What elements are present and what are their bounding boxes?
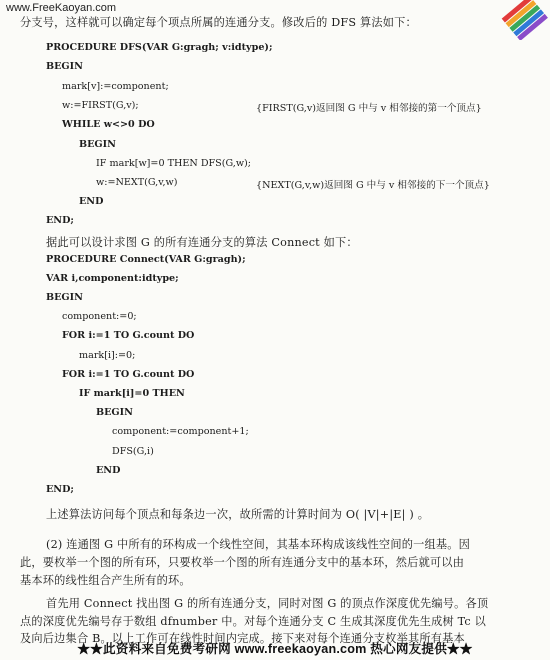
site-url[interactable]: www.FreeKaoyan.com bbox=[6, 2, 117, 14]
code-comment: {FIRST(G,v)返回图 G 中与 v 相邻接的第一个顶点} bbox=[256, 103, 482, 114]
code-line: DFS(G,i) bbox=[112, 446, 154, 457]
paragraph-line: 据此可以设计求图 G 的所有连通分支的算法 Connect 如下： bbox=[46, 236, 358, 249]
code-line: END bbox=[96, 465, 121, 476]
paragraph-line: 分支号，这样就可以确定每个项点所属的连通分支。修改后的 DFS 算法如下： bbox=[20, 16, 417, 29]
paragraph-line: 上述算法访问每个顶点和每条边一次，故所需的计算时间为 O( |V|+|E| ) 。 bbox=[46, 508, 430, 521]
paragraph-line: 此，要枚举一个图的所有环，只要枚举一个图的所有连通分支中的基本环，然后就可以由 bbox=[20, 556, 465, 569]
code-line: BEGIN bbox=[46, 61, 83, 72]
code-line: END bbox=[79, 196, 104, 207]
code-line: w:=NEXT(G,v,w) bbox=[96, 177, 178, 188]
code-line: FOR i:=1 TO G.count DO bbox=[62, 330, 195, 341]
footer-banner: ★★此资料来自免费考研网 www.freekaoyan.com 热心网友提供★★ bbox=[77, 642, 473, 656]
code-line: component:=0; bbox=[62, 311, 137, 322]
paragraph-line: 点的深度优先编号存于数组 dfnumber 中。对每个连通分支 C 生成其深度优先生成树 Tc 以 bbox=[20, 615, 487, 628]
code-line: END; bbox=[46, 484, 74, 495]
paragraph-line: (2) 连通图 G 中所有的环构成一个线性空间，其基本环构成该线性空间的一组基。因 bbox=[46, 538, 471, 551]
code-line: PROCEDURE Connect(VAR G:gragh); bbox=[46, 254, 246, 265]
code-line: w:=FIRST(G,v); bbox=[62, 100, 139, 111]
code-line: PROCEDURE DFS(VAR G:gragh; v:idtype); bbox=[46, 42, 273, 53]
code-line: mark[i]:=0; bbox=[79, 350, 136, 361]
code-line: VAR i,component:idtype; bbox=[46, 273, 179, 284]
code-line: BEGIN bbox=[96, 407, 133, 418]
code-line: mark[v]:=component; bbox=[62, 81, 169, 92]
code-line: component:=component+1; bbox=[112, 426, 249, 437]
paragraph-line: 及向后边集合 B。以上工作可在线性时间内完成。接下来对每个连通分支枚举其所有基本 bbox=[20, 632, 465, 645]
code-line: IF mark[i]=0 THEN bbox=[79, 388, 185, 399]
code-comment: {NEXT(G,v,w)返回图 G 中与 v 相邻接的下一个顶点} bbox=[256, 180, 490, 191]
code-line: END; bbox=[46, 215, 74, 226]
code-line: IF mark[w]=0 THEN DFS(G,w); bbox=[96, 158, 252, 169]
code-line: WHILE w<>0 DO bbox=[62, 119, 155, 130]
code-line: BEGIN bbox=[79, 139, 116, 150]
code-line: FOR i:=1 TO G.count DO bbox=[62, 369, 195, 380]
paragraph-line: 首先用 Connect 找出图 G 的所有连通分支，同时对图 G 的顶点作深度优先编号。各顶 bbox=[46, 597, 489, 610]
paragraph-line: 基本环的线性组合产生所有的环。 bbox=[20, 574, 191, 587]
striped-pencil-logo-icon bbox=[500, 0, 550, 40]
code-line: BEGIN bbox=[46, 292, 83, 303]
